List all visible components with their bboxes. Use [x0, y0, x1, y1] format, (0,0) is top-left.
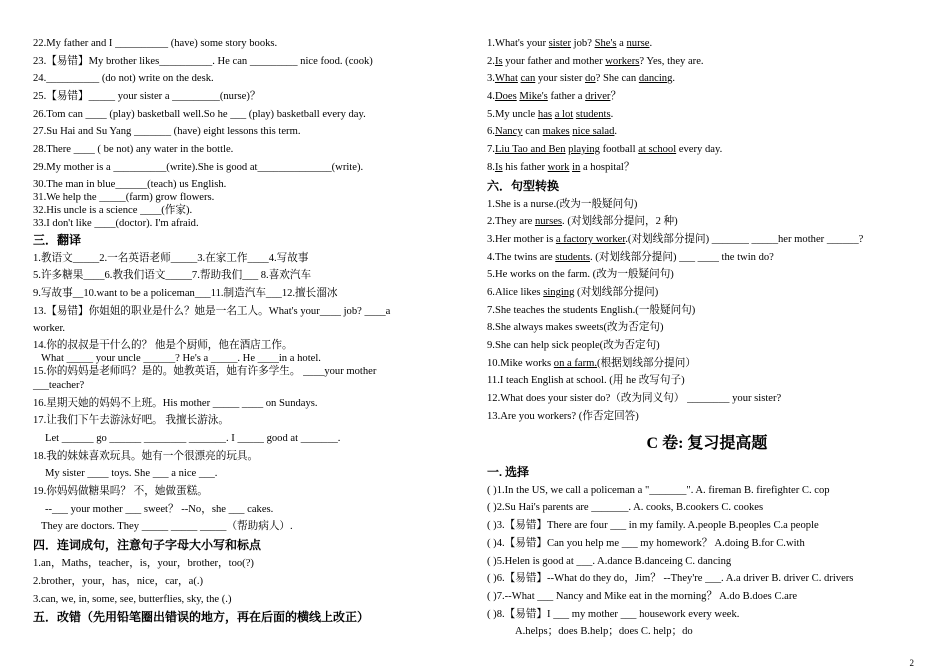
- q29: 29.My mother is a __________(write).She is good at______________(write).: [33, 161, 364, 173]
- sentence-text: 1.What's your: [487, 38, 549, 49]
- sentence-text: 2.: [487, 55, 495, 67]
- translate-line-2: 5.许多糖果____6.教我们语文_____7.帮助我们___ 8.喜欢汽车: [33, 270, 312, 282]
- q22: 22.My father and I __________ (have) some story books.: [33, 38, 278, 49]
- underlined-word: Does: [494, 91, 517, 103]
- translate-line-18: 18.我的妹妹喜欢玩具。她有一个很漂亮的玩具。: [33, 450, 259, 462]
- underlined-word: in: [572, 161, 581, 173]
- sentence-text: 7.: [487, 144, 495, 156]
- section-6-title: 六．句型转换: [487, 178, 560, 193]
- underlined-phrase: students: [555, 251, 590, 263]
- underlined-word: nurse: [626, 38, 650, 49]
- underlined-word: dancing: [638, 73, 673, 85]
- translate-line-19-answer: --___ your mother ___ sweet？ --No，she ___ cakes.: [45, 503, 274, 515]
- underlined-word: can: [520, 73, 536, 85]
- choice-8-options: A.helps；does B.help；does C. help；do: [515, 626, 693, 638]
- sentence-text: job?: [571, 38, 595, 49]
- correction-5: [487, 107, 927, 122]
- correction-7: [487, 142, 927, 157]
- q26: 26.Tom can ____ (play) basketball well.So he ___ (play) basketball every day.: [33, 108, 366, 120]
- q31: 31.We help the _____(farm) grow flowers.: [33, 191, 215, 203]
- underlined-word: Liu Tao and Ben: [494, 144, 566, 156]
- transform-2: 2.They are nurses. (对划线部分提问，2 种): [487, 216, 678, 228]
- underlined-word: has: [537, 108, 553, 120]
- translate-line-17: 17.让我们下午去游泳好吧。 我擅长游泳。: [33, 415, 229, 427]
- choice-6: ( )6.【易错】--What do they do，Jim？ --They're ___. A.a driver B. driver C. drivers: [487, 573, 854, 585]
- translate-line-13-cont: worker.: [33, 323, 66, 335]
- translate-line-14: 14.你的叔叔是干什么的？ 他是个厨师，他在酒店工作。: [33, 339, 293, 351]
- sentence-text: your sister: [535, 73, 585, 85]
- translate-line-19-extra: They are doctors. They _____ _____ _____（帮助病人）.: [41, 521, 293, 533]
- underlined-phrase: nurses: [534, 216, 563, 228]
- underlined-word: work: [547, 161, 570, 173]
- underlined-word: driver: [585, 91, 611, 103]
- transform-9: 9.She can help sick people(改为否定句): [487, 340, 660, 351]
- translate-line-18-answer: My sister ____ toys. She ___ a nice ___.: [45, 468, 218, 480]
- transform-3: 3.Her mother is a factory worker.(对划线部分提问) _______ _____her mother ______?: [487, 233, 864, 245]
- q33: 33.I don't like ____(doctor). I'm afraid.: [33, 217, 199, 229]
- q24: 24.__________ (do not) write on the desk.: [33, 73, 214, 85]
- sentence-text: .: [672, 73, 676, 85]
- transform-6: 6.Alice likes singing (对划线部分提问): [487, 286, 659, 298]
- sentence-text: .: [614, 126, 618, 138]
- underlined-word: Mike's: [519, 91, 548, 103]
- sentence-text: .: [649, 38, 653, 49]
- choice-4: ( )4.【易错】Can you help me ___ my homework？ A.doing B.for C.with: [487, 537, 805, 549]
- correction-1: [487, 36, 927, 51]
- choice-2: ( )2.Su Hai's parents are _______. A. cooks, B.cookers C. cookes: [487, 502, 764, 514]
- translate-line-14-answer: What _____ your uncle ______? He's a _____. He ____in a hotel.: [41, 352, 321, 364]
- choice-1: ( )1.In the US, we call a policeman a "_______". A. fireman B. firefighter C. cop: [487, 484, 830, 496]
- correction-2: [487, 54, 927, 69]
- sentence-text: 4.: [487, 91, 495, 103]
- reorder-line-1: 1.an，Maths，teacher，is，your，brother，too(?): [33, 558, 254, 570]
- sentence-text: ? Yes, they are.: [639, 55, 704, 67]
- sentence-text: 3.: [487, 73, 495, 85]
- translate-line-13: 13.【易错】你姐姐的职业是什么？她是一名工人。What's your____ job? ____a: [33, 305, 391, 317]
- section-5-title: 五．改错（先用铅笔圈出错误的地方，再在后面的横线上改正）: [33, 610, 370, 625]
- underlined-word: do: [585, 73, 596, 85]
- translate-line-15: 15.你的妈妈是老师吗？是的。她教英语，她有许多学生。 ____your mother: [33, 365, 377, 377]
- translate-line-1: 1.教语文_____2.一名英语老师_____3.在家工作____4.写故事: [33, 252, 309, 264]
- translate-line-19: 19.你妈妈做糖果吗？ 不，她做蛋糕。: [33, 486, 208, 498]
- underlined-phrase: on a farm.: [553, 357, 598, 369]
- q28: 28.There ____ ( be not) any water in the bottle.: [33, 144, 234, 156]
- transform-4: 4.The twins are students. (对划线部分提问) ___ ____ the twin do?: [487, 251, 774, 263]
- choice-7: ( )7.--What ___ Nancy and Mike eat in the morning？ A.do B.does C.are: [487, 590, 798, 602]
- underlined-word: Nancy: [494, 126, 523, 138]
- underlined-word: She's: [594, 38, 617, 49]
- sentence-text: 8.: [487, 161, 495, 173]
- sentence-text: can: [522, 126, 543, 138]
- transform-5: 5.He works on the farm. (改为一般疑问句): [487, 269, 674, 281]
- transform-8: 8.She always makes sweets(改为否定句): [487, 322, 664, 334]
- correction-6: [487, 124, 927, 139]
- translate-line-17-answer: Let ______ go ______ ________ _______. I _____ good at _______.: [45, 433, 341, 444]
- underlined-phrase: singing: [543, 286, 575, 298]
- reorder-line-3: 3.can, we, in, some, see, butterflies, sky, the (.): [33, 593, 232, 605]
- c-paper-title: C 卷: 复习提高题: [646, 434, 768, 452]
- transform-11: 11.I teach English at school. (用 he 改写句子): [487, 375, 685, 387]
- choice-section-title: 一. 选择: [487, 464, 530, 479]
- translate-line-3: 9.写故事__10.want to be a policeman___11.制造汽车___12.擅长溜冰: [33, 287, 338, 299]
- correction-4: [487, 89, 927, 104]
- sentence-text: ？: [610, 91, 622, 103]
- q32: 32.His uncle is a science ____(作家).: [33, 204, 193, 216]
- section-4-title: 四．连词成句，注意句子字母大小写和标点: [33, 538, 262, 553]
- sentence-text: 6.: [487, 126, 495, 138]
- underlined-word: a lot: [554, 108, 574, 120]
- underlined-word: playing: [568, 144, 600, 156]
- reorder-line-2: 2.brother，your，has，nice，car，a(.): [33, 575, 204, 587]
- sentence-text: father a: [547, 91, 586, 103]
- underlined-word: What: [494, 73, 518, 85]
- underlined-word: Is: [494, 55, 503, 67]
- underlined-word: students: [575, 108, 611, 120]
- sentence-text: 5.My uncle: [487, 108, 538, 120]
- choice-8: ( )8.【易错】I ___ my mother ___ housework every week.: [487, 608, 740, 620]
- right-column: [487, 36, 927, 642]
- sentence-text: a: [616, 38, 627, 49]
- underlined-word: nice salad: [572, 126, 615, 138]
- sentence-text: .: [610, 108, 614, 120]
- sentence-text: a hospital？: [580, 161, 635, 173]
- section-3-title: 三．翻译: [33, 232, 82, 247]
- q27: 27.Su Hai and Su Yang _______ (have) eight lessons this term.: [33, 126, 301, 138]
- sentence-text: his father: [502, 161, 548, 173]
- transform-12: 12.What does your sister do?（改为同义句） ________ your sister?: [487, 393, 782, 405]
- transform-1: 1.She is a nurse.(改为一般疑问句): [487, 198, 638, 210]
- translate-line-16: 16.星期天她的妈妈不上班。His mother _____ ____ on Sundays.: [33, 397, 318, 409]
- transform-13: 13.Are you workers? (作否定回答): [487, 410, 639, 422]
- sentence-text: football: [599, 144, 639, 156]
- page-number: 2: [909, 658, 914, 668]
- underlined-phrase: a factory worker: [555, 233, 626, 245]
- underlined-word: Is: [494, 161, 503, 173]
- underlined-word: makes: [542, 126, 570, 138]
- choice-5: ( )5.Helen is good at ___. A.dance B.danceing C. dancing: [487, 555, 732, 567]
- q25: 25.【易错】_____ your sister a _________(nurse)？: [33, 91, 261, 103]
- underlined-word: sister: [548, 38, 572, 49]
- correction-3: [487, 71, 927, 86]
- q30: 30.The man in blue______(teach) us English.: [33, 178, 227, 190]
- q23: 23.【易错】My brother likes__________. He can _________ nice food. (cook): [33, 55, 373, 67]
- translate-line-15-cont: ___teacher?: [33, 379, 85, 391]
- transform-10: 10.Mike works on a farm.(根据划线部分提问）: [487, 357, 696, 369]
- sentence-text: every day.: [676, 144, 723, 156]
- underlined-word: at school: [638, 144, 677, 156]
- transform-7: 7.She teaches the students English.(一般疑问句): [487, 304, 696, 316]
- correction-8: [487, 160, 927, 175]
- sentence-text: your father and mother: [502, 55, 606, 67]
- choice-3: ( )3.【易错】There are four ___ in my family. A.people B.peoples C.a people: [487, 520, 819, 532]
- sentence-text: ? She can: [595, 73, 639, 85]
- underlined-word: workers: [605, 55, 640, 67]
- left-column: [33, 36, 453, 628]
